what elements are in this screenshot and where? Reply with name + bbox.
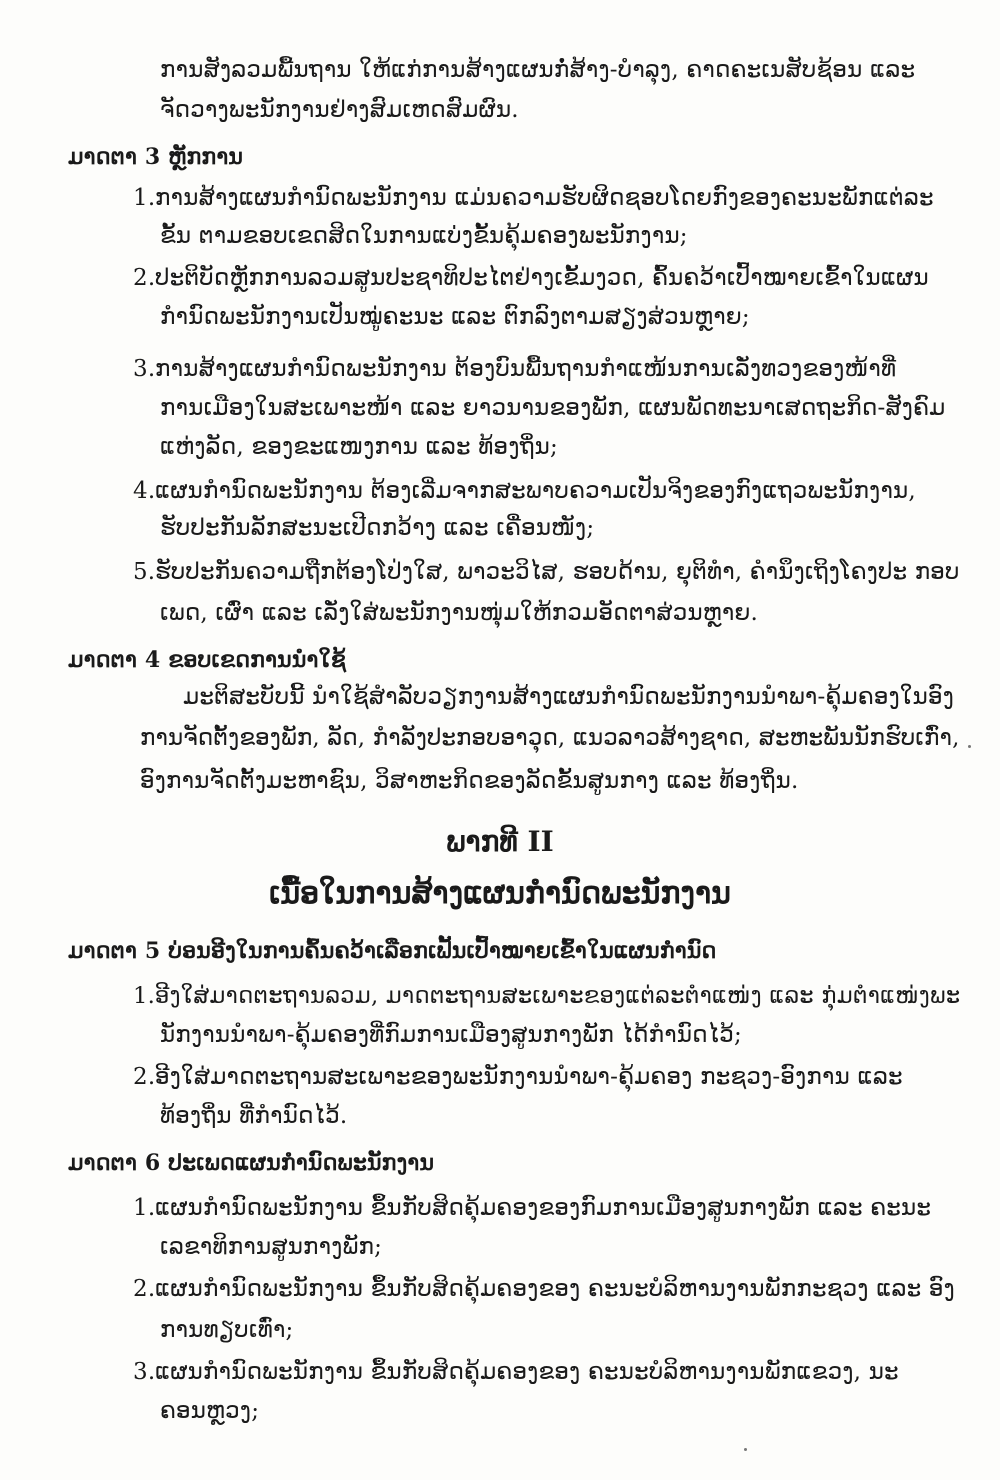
- item-text: ແຜນກໍານົດພະນັກງານ ຂຶ້ນກັບສິດຄຸ້ມຄອງຂອງ ຄະນະບໍລິຫານງານພັກກະຊວງ ແລະ ອົງ: [155, 1276, 955, 1302]
- item-number: 5.: [133, 559, 156, 585]
- item-number: 2.: [133, 265, 156, 291]
- article-5-heading: ມາດຕາ 5 ບ່ອນອີງໃນການຄົ້ນຄວ້າເລືອກເຟັ້ນເປົ້າໝາຍເຂົ້າໃນແຜນກໍານົດ: [68, 938, 717, 964]
- article-3-item-3-line-2: ການເມືອງໃນສະເພາະໜ້າ ແລະ ຍາວນານຂອງພັກ, ແຜນພັດທະນາເສດຖະກິດ-ສັງຄົມ: [160, 395, 946, 421]
- article-6-item-1-line-2: ເລຂາທິການສູນກາງພັກ;: [160, 1234, 383, 1260]
- article-6-item-3-line-1: [133, 1357, 899, 1387]
- article-5-item-2-line-2: ທ້ອງຖິ່ນ ທີ່ກໍານົດໄວ້.: [160, 1103, 348, 1129]
- scan-speck: [968, 745, 971, 748]
- article-3-item-5-line-2: ເພດ, ເຜົ່າ ແລະ ເລັ່ງໃສ່ພະນັກງານໜຸ່ມໃຫ້ກວມອັດຕາສ່ວນຫຼາຍ.: [160, 600, 759, 626]
- article-5-item-1-line-1: [133, 981, 960, 1011]
- article-3-item-3-line-1: [133, 354, 896, 384]
- item-number: 4.: [133, 478, 156, 504]
- article-3-item-3-line-3: ແຫ່ງລັດ, ຂອງຂະແໜງການ ແລະ ທ້ອງຖິ່ນ;: [160, 434, 558, 460]
- part-number: ພາກທີ II: [446, 825, 554, 858]
- item-text: ປະຕິບັດຫຼັກການລວມສູນປະຊາທິປະໄຕຢ່າງເຂັ້ມງວດ, ຄົ້ນຄວ້າເປົ້າໝາຍເຂົ້າໃນແຜນ: [155, 265, 929, 291]
- item-number: 3.: [133, 356, 156, 382]
- item-text: ອີງໃສ່ມາດຕະຖານລວມ, ມາດຕະຖານສະເພາະຂອງແຕ່ລະຕໍາແໜ່ງ ແລະ ກຸ່ມຕໍາແໜ່ງພະ: [155, 983, 961, 1009]
- article-3-heading: ມາດຕາ 3 ຫຼັກການ: [68, 144, 244, 170]
- article-3-item-5-line-1: [133, 557, 960, 587]
- article-3-item-4-line-1: [133, 476, 916, 506]
- article-6-item-2-line-2: ການທຽບເທົ່າ;: [160, 1317, 294, 1343]
- intro-line-1: ການສັງລວມພື້ນຖານ ໃຫ້ແກ່ການສ້າງແຜນກໍ່ສ້າງ-ບໍາລຸງ, ຄາດຄະເນສັບຊ້ອນ ແລະ: [160, 57, 916, 83]
- article-3-item-4-line-2: ຮັບປະກັນລັກສະນະເປີດກວ້າງ ແລະ ເຄື່ອນໜັງ;: [160, 515, 595, 541]
- article-4-heading: ມາດຕາ 4 ຂອບເຂດການນໍາໃຊ້: [68, 647, 347, 673]
- item-text: ແຜນກໍານົດພະນັກງານ ຂຶ້ນກັບສິດຄຸ້ມຄອງຂອງກົມການເມືອງສູນກາງພັກ ແລະ ຄະນະ: [155, 1195, 932, 1221]
- item-number: 1.: [133, 983, 156, 1009]
- part-title: ເນື້ອໃນການສ້າງແຜນກໍານົດພະນັກງານ: [269, 876, 731, 911]
- item-text: ການສ້າງແຜນກໍານົດພະນັກງານ ແມ່ນຄວາມຮັບຜິດຊອບໂດຍກົງຂອງຄະນະພັກແຕ່ລະ: [155, 185, 934, 211]
- article-3-item-2-line-2: ກໍານົດພະນັກງານເປັນໝູ່ຄະນະ ແລະ ຕົກລົງຕາມສຽງສ່ວນຫຼາຍ;: [160, 304, 750, 330]
- scan-speck: [744, 1448, 747, 1451]
- item-number: 2.: [133, 1064, 156, 1090]
- article-6-item-2-line-1: [133, 1274, 955, 1304]
- article-4-line-2: ການຈັດຕັ້ງຂອງພັກ, ລັດ, ກໍາລັງປະກອບອາວຸດ, ແນວລາວສ້າງຊາດ, ສະຫະພັນນັກຮົບເກົ່າ,: [140, 725, 960, 751]
- item-text: ແຜນກໍານົດພະນັກງານ ຕ້ອງເລີ່ມຈາກສະພາບຄວາມເປັນຈິງຂອງກົງແຖວພະນັກງານ,: [155, 478, 916, 504]
- article-3-item-1-line-2: ຂັ້ນ ຕາມຂອບເຂດສິດໃນການແບ່ງຂັ້ນຄຸ້ມຄອງພະນັກງານ;: [160, 223, 688, 249]
- article-4-line-1: ມະຕິສະບັບນີ້ ນໍາໃຊ້ສໍາລັບວຽກງານສ້າງແຜນກໍານົດພະນັກງານນໍາພາ-ຄຸ້ມຄອງໃນອົງ: [183, 684, 955, 710]
- article-3-item-2-line-1: [133, 263, 929, 293]
- item-text: ແຜນກໍານົດພະນັກງານ ຂຶ້ນກັບສິດຄຸ້ມຄອງຂອງ ຄະນະບໍລິຫານງານພັກແຂວງ, ນະ: [155, 1359, 899, 1385]
- item-number: 3.: [133, 1359, 156, 1385]
- item-text: ອີງໃສ່ມາດຕະຖານສະເພາະຂອງພະນັກງານນໍາພາ-ຄຸ້ມຄອງ ກະຊວງ-ອົງການ ແລະ: [155, 1064, 903, 1090]
- article-3-item-1-line-1: [133, 183, 934, 213]
- article-6-item-1-line-1: [133, 1193, 931, 1223]
- article-4-line-3: ອົງການຈັດຕັ້ງມະຫາຊົນ, ວິສາຫະກິດຂອງລັດຂັ້ນສູນກາງ ແລະ ທ້ອງຖິ່ນ.: [140, 768, 799, 794]
- item-text: ຮັບປະກັນຄວາມຖືກຕ້ອງໂປ່ງໃສ, ພາວະວິໄສ, ຮອບດ້ານ, ຍຸຕິທໍາ, ຄໍານຶງເຖິງໂຄງປະ ກອບ: [155, 559, 960, 585]
- article-6-item-3-line-2: ຄອນຫຼວງ;: [160, 1398, 260, 1424]
- item-text: ການສ້າງແຜນກໍານົດພະນັກງານ ຕ້ອງບົນພື້ນຖານກໍາແໜ້ນການເລັ່ງທວງຂອງໜ້າທີ່: [155, 356, 897, 382]
- intro-line-2: ຈັດວາງພະນັກງານຢ່າງສົມເຫດສົມຜົນ.: [160, 97, 519, 123]
- article-5-item-1-line-2: ນັກງານນໍາພາ-ຄຸ້ມຄອງທີ່ກົມການເມືອງສູນກາງພັກ ໄດ້ກໍານົດໄວ້;: [160, 1022, 742, 1048]
- article-5-item-2-line-1: [133, 1062, 903, 1092]
- item-number: 1.: [133, 185, 156, 211]
- item-number: 1.: [133, 1195, 156, 1221]
- item-number: 2.: [133, 1276, 156, 1302]
- article-6-heading: ມາດຕາ 6 ປະເພດແຜນກໍານົດພະນັກງານ: [68, 1150, 435, 1176]
